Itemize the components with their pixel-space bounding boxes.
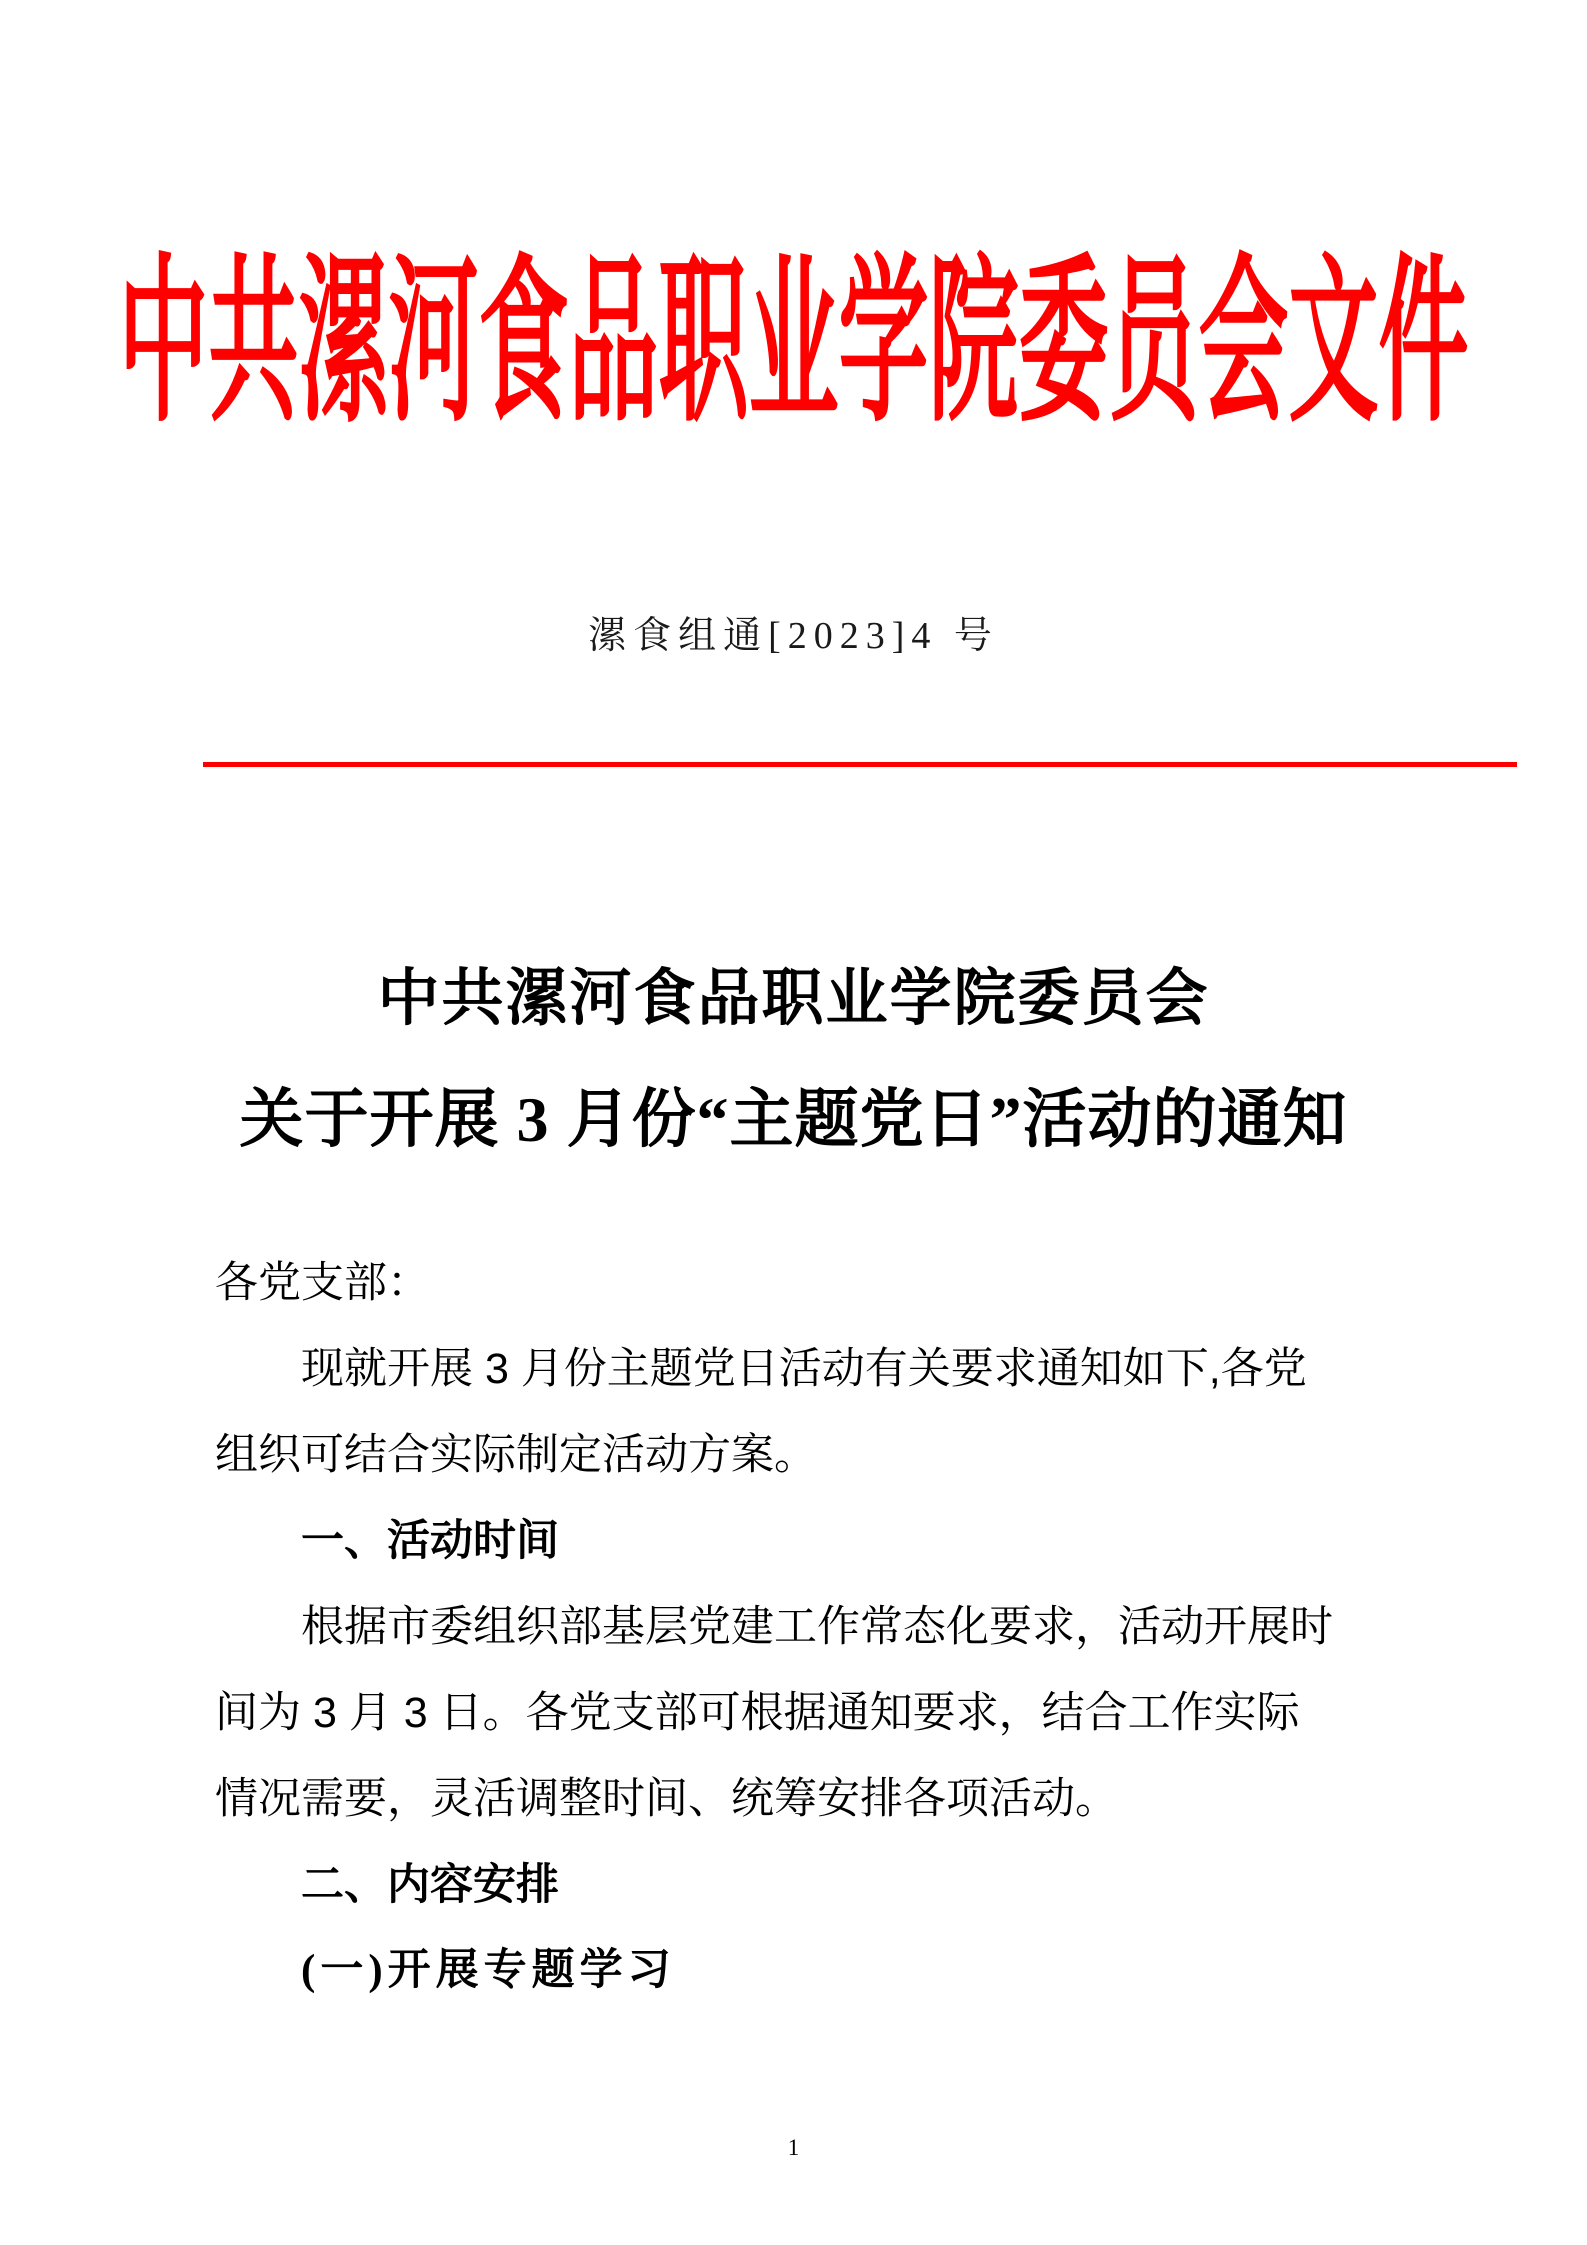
- body-line-para-cont: 组织可结合实际制定活动方案。: [215, 1431, 817, 1479]
- page-number: 1: [787, 2135, 800, 2160]
- red-divider-line: [203, 762, 1517, 767]
- issuing-org-letterhead-title: 中共漯河食品职业学院委员会文件: [118, 246, 1469, 444]
- body-line-para-cont: 情况需要，灵活调整时间、统筹安排各项活动。: [215, 1775, 1118, 1823]
- body-line-para-start: 根据市委组织部基层党建工作常态化要求，活动开展时: [301, 1603, 1333, 1651]
- document-body: [215, 1240, 1425, 2014]
- body-line-salutation: 各党支部：: [215, 1259, 430, 1307]
- document-title-subject-line: 关于开展 3 月份“主题党日”活动的通知: [239, 1084, 1348, 1155]
- body-line-heading-bold: 一、活动时间: [301, 1517, 559, 1565]
- red-letterhead: [0, 246, 1587, 444]
- document-reference-number: 漯食组通[2023]4 号: [588, 615, 999, 657]
- body-line-heading-kai: (一)开展专题学习: [301, 1947, 676, 1994]
- body-line-heading-bold: 二、内容安排: [301, 1861, 559, 1909]
- document-title-org-line: 中共漯河食品职业学院委员会: [377, 965, 1210, 1033]
- body-line-para-cont: 间为 3 月 3 日。各党支部可根据通知要求，结合工作实际: [215, 1689, 1300, 1737]
- body-line-para-start: 现就开展 3 月份主题党日活动有关要求通知如下,各党: [301, 1345, 1307, 1393]
